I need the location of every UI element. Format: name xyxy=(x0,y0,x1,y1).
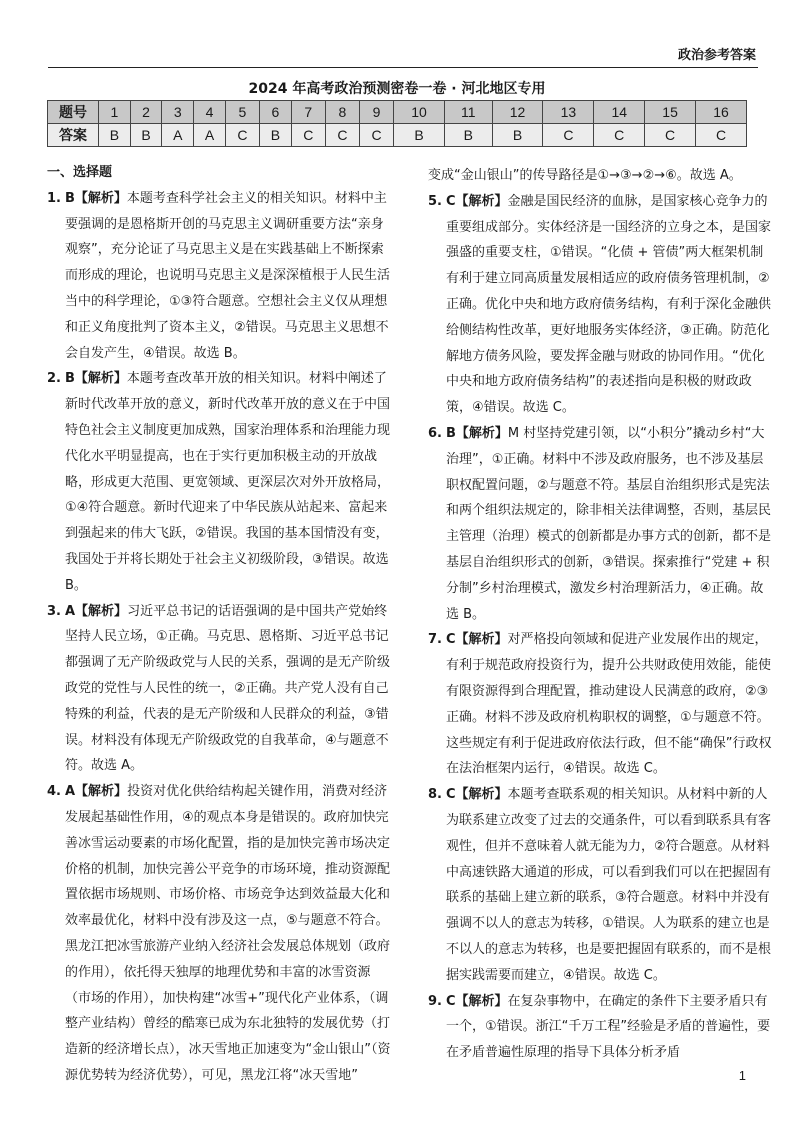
answer-key: A【解析】 xyxy=(65,784,128,800)
question-number: 7. xyxy=(428,632,442,648)
left-column xyxy=(47,160,392,1089)
question-number: 4. xyxy=(47,784,61,800)
answer-key: C【解析】 xyxy=(446,787,508,803)
question-explanation xyxy=(428,189,773,421)
question-number: 8. xyxy=(428,787,442,803)
question-number-cell: 2 xyxy=(130,101,162,124)
question-number: 6. xyxy=(428,425,442,441)
answer-cell: C xyxy=(543,124,594,147)
answer-cell: C xyxy=(291,124,325,147)
answer-key: C【解析】 xyxy=(446,193,508,209)
answer-cell: C xyxy=(696,124,747,147)
answer-cell: B xyxy=(260,124,292,147)
answer-cell: A xyxy=(194,124,226,147)
question-number-cell: 1 xyxy=(99,101,131,124)
question-explanation xyxy=(428,421,773,627)
question-explanation xyxy=(428,163,773,189)
explanation-text: 变成“金山银山”的传导路径是①→③→②→⑥。故选 A。 xyxy=(428,168,742,183)
answer-cell: C xyxy=(325,124,359,147)
row-label-answer: 答案 xyxy=(48,124,99,147)
answer-table-answer-row xyxy=(48,124,747,147)
question-explanation xyxy=(428,627,773,782)
question-explanation xyxy=(47,366,392,598)
answer-table xyxy=(47,100,747,147)
question-number: 9. xyxy=(428,993,442,1009)
question-number-cell: 3 xyxy=(162,101,194,124)
question-number-cell: 12 xyxy=(492,101,543,124)
question-number: 3. xyxy=(47,603,61,619)
answer-cell: C xyxy=(594,124,645,147)
question-explanation xyxy=(428,782,773,988)
answer-cell: C xyxy=(359,124,393,147)
answer-key: C【解析】 xyxy=(446,632,508,648)
explanation-text: 习近平总书记的话语强调的是中国共产党始终坚持人民立场，①正确。马克思、恩格斯、习近平总书记都强调了无产阶级政党与人民的关系，强调的是无产阶级政党的党性与人民性的统一，②正确。共产党人没有自己特殊的利益，代表的是无产阶级和人民群众的利益，③错误。材料没有体现无产阶级政党的自我革命，④与题意不符。故选 A。 xyxy=(65,603,391,774)
answer-cell: C xyxy=(645,124,696,147)
question-explanation xyxy=(47,599,392,780)
answer-table-number-row xyxy=(48,101,747,124)
explanation-text: 金融是国民经济的血脉，是国家核心竞争力的重要组成部分。实体经济是一国经济的立身之本，是国家强盛的重要支柱，①错误。“化债 + 管债”两大框架机制有利于建立同高质量发展相适应的政府债务管理机制，②正确。优化中央和地方政府债务结构，有利于深化金融供给侧结构性改革，更好地服务实体经济，③正确。防范化解地方债务风险，要发挥金融与财政的协同作用。“优化中央和地方政府债务结构”的表述指向是积极的财政政策，④错误。故选 C。 xyxy=(446,193,772,416)
question-number-cell: 4 xyxy=(194,101,226,124)
page-number: 1 xyxy=(738,1068,746,1083)
answer-cell: B xyxy=(444,124,492,147)
question-explanation xyxy=(47,779,392,1089)
question-number-cell: 6 xyxy=(260,101,292,124)
question-number-cell: 10 xyxy=(394,101,445,124)
question-number-cell: 15 xyxy=(645,101,696,124)
answer-cell: B xyxy=(492,124,543,147)
answer-cell: B xyxy=(130,124,162,147)
question-number-cell: 7 xyxy=(291,101,325,124)
question-number-cell: 14 xyxy=(594,101,645,124)
answer-key: B【解析】 xyxy=(65,190,127,206)
header-subject: 政治参考答案 xyxy=(677,48,756,63)
question-number: 1. xyxy=(47,190,61,206)
explanation-text: 投资对优化供给结构起关键作用，消费对经济发展起基础性作用，④的观点本身是错误的。政府加快完善冰雪运动要素的市场化配置，指的是加快完善市场决定价格的机制，加快完善公平竞争的市场环境，推动资源配置依据市场规则、市场价格、市场竞争达到效益最大化和效率最优化，材料中没有涉及这一点，⑤与题意不符合。黑龙江把冰雪旅游产业纳入经济社会发展总体规划（政府的作用），依托得天独厚的地理优势和丰富的冰雪资源（市场的作用），加快构建“冰雪+”现代化产业体系，（调整产业结构）曾经的酷寒已成为东北独特的发展优势（打造新的经济增长点），冰天雪地正加速变为“金山银山”（资源优势转为经济优势），可见，黑龙江将“冰天雪地” xyxy=(65,784,391,1083)
explanation-text: 本题考查科学社会主义的相关知识。材料中主要强调的是恩格斯开创的马克思主义调研重要方法“亲身观察”，充分论证了马克思主义是在实践基础上不断探索而形成的理论，也说明马克思主义是深深植根于人民生活当中的科学理论，①③符合题意。空想社会主义仅从理想和正义角度批判了资本主义，②错误。马克思主义思想不会自发产生，④错误。故选 B。 xyxy=(65,190,391,361)
right-column xyxy=(428,163,773,1066)
question-number-cell: 5 xyxy=(225,101,259,124)
question-number: 5. xyxy=(428,193,442,209)
header-rule xyxy=(48,67,758,68)
answer-key: B【解析】 xyxy=(65,371,127,387)
answer-cell: A xyxy=(162,124,194,147)
question-explanation xyxy=(47,186,392,367)
question-number-cell: 13 xyxy=(543,101,594,124)
question-number-cell: 16 xyxy=(696,101,747,124)
answer-cell: B xyxy=(394,124,445,147)
explanation-text: M 村坚持党建引领，以“小积分”撬动乡村“大治理”，①正确。材料中不涉及政府服务，也不涉及基层职权配置问题，②与题意不符。基层自治组织形式是宪法和两个组织法规定的，除非相关法律调整，否则，基层民主管理（治理）模式的创新都是办事方式的创新，都不是基层自治组织形式的创新，③错误。探索推行“党建 + 积分制”乡村治理模式，激发乡村治理新活力，④正确。故选 B。 xyxy=(446,425,772,622)
answer-cell: C xyxy=(225,124,259,147)
row-label-number: 题号 xyxy=(48,101,99,124)
answer-key: A【解析】 xyxy=(65,603,128,619)
explanation-text: 对严格投向领域和促进产业发展作出的规定，有利于规范政府投资行为，提升公共财政使用效能，能使有限资源得到合理配置，推动建设人民满意的政府，②③正确。材料不涉及政府机构职权的调整，①与题意不符。这些规定有利于促进政府依法行政，但不能“确保”行政权在法治框架内运行，④错误。故选 C。 xyxy=(446,632,772,777)
document-title: 2024 年高考政治预测密卷一卷 · 河北地区专用 xyxy=(248,81,546,97)
explanation-text: 本题考查联系观的相关知识。从材料中新的人为联系建立改变了过去的交通条件，可以看到联系具有客观性，但并不意味着人就无能为力，②符合题意。从材料中高速铁路大通道的形成，可以看到我们可以在把握固有联系的基础上建立新的联系，③符合题意。材料中并没有强调不以人的意志为转移，①错误。人为联系的建立也是不以人的意志为转移，也是要把握固有联系的，而不是根据实践需要而建立，④错误。故选 C。 xyxy=(446,787,772,983)
question-number-cell: 11 xyxy=(444,101,492,124)
answer-key: B【解析】 xyxy=(446,425,508,441)
question-number: 2. xyxy=(47,371,61,387)
explanation-text: 本题考查改革开放的相关知识。材料中阐述了新时代改革开放的意义，新时代改革开放的意义在于中国特色社会主义制度更加成熟，国家治理体系和治理能力现代化水平明显提高，也在于实行更加积极主动的开放战略，形成更大范围、更宽领域、更深层次对外开放格局，①④符合题意。新时代迎来了中华民族从站起来、富起来到强起来的伟大飞跃，②错误。我国的基本国情没有变，我国处于并将长期处于社会主义初级阶段，③错误。故选 B。 xyxy=(65,371,391,593)
explanation-text: 在复杂事物中，在确定的条件下主要矛盾只有一个，①错误。浙江“千万工程”经验是矛盾的普遍性，要在矛盾普遍性原理的指导下具体分析矛盾 xyxy=(446,993,771,1061)
section-heading: 一、选择题 xyxy=(47,165,113,180)
question-number-cell: 8 xyxy=(325,101,359,124)
answer-cell: B xyxy=(99,124,131,147)
question-number-cell: 9 xyxy=(359,101,393,124)
question-explanation xyxy=(428,989,773,1066)
answer-key: C【解析】 xyxy=(446,993,508,1009)
